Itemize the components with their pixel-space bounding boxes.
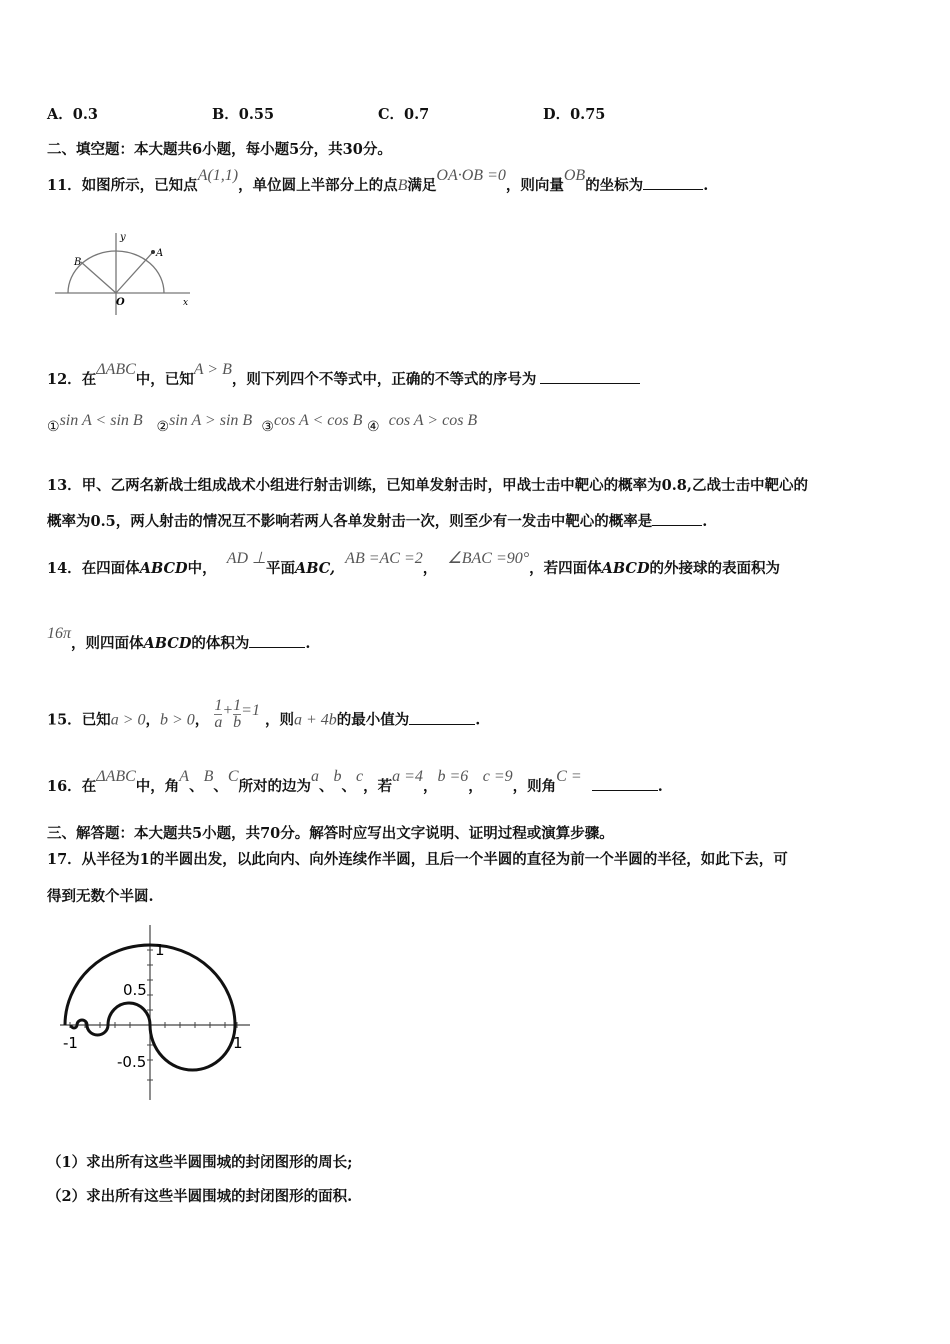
origin-label: O: [116, 297, 125, 308]
question-14: 14．在四面体ABCD中， AD ⊥平面ABC, AB =AC =2， ∠BAC =90°，若四面体ABCD的外接球的表面积为: [47, 550, 781, 577]
tick-label-y-1: 1: [155, 941, 165, 959]
answer-blank: [652, 513, 702, 526]
question-13-line-2: 概率为0.5，两人射击的情况互不影响若两人各单发射击一次，则至少有一发击中靶心的概率是 .: [47, 513, 708, 530]
option-b: B．0.55: [212, 106, 275, 123]
question-15: 15．已知a > 0，b > 0， $\frac{1}{a}$ + $\frac{1}{b}$ =1 ，则a + 4b的最小值为 .: [47, 697, 481, 731]
tick-label-x-minus-1: -1: [63, 1034, 78, 1052]
question-17-line-1: 17．从半径为1的半圆出发，以此向内、向外连续作半圆，且后一个半圆的直径为前一个半圆的半径，如此下去，可: [47, 851, 788, 868]
answer-blank: [592, 778, 658, 791]
section-2-heading: 二、填空题：本大题共6小题，每小题5分，共30分。: [47, 141, 392, 158]
question-17-part-1: （1）求出所有这些半圆围城的封闭图形的周长;: [47, 1154, 353, 1171]
tick-label-x-1: 1: [233, 1034, 243, 1052]
tick-label-y-minus-0.5: -0.5: [117, 1053, 147, 1071]
y-axis-label: y: [120, 232, 126, 243]
answer-blank: [643, 177, 703, 190]
x-axis-label: x: [183, 298, 189, 308]
option-a: A．0.3: [47, 106, 98, 123]
question-12: 12．在ΔABC中，已知A > B，则下列四个不等式中，正确的不等式的序号为: [47, 368, 640, 389]
question-13-line-1: 13．甲、乙两名新战士组成战术小组进行射击训练，已知单发射击时，甲战士击中靶心的概率为0.8,乙战士击中靶心的: [47, 477, 808, 494]
question-17-line-2: 得到无数个半圆.: [47, 888, 154, 905]
semicircle-spiral-figure: [55, 920, 255, 1105]
fraction-1-over-b: $\frac{1}{b}$: [233, 697, 242, 731]
question-16: 16．在ΔABC中，角A、B、C所对的边为a、b、c，若a =4，b =6，c =9，则角C = .: [47, 768, 663, 795]
unit-circle-figure: [50, 225, 200, 320]
section-3-heading: 三、解答题：本大题共5小题，共70分。解答时应写出文字说明、证明过程或演算步骤。: [47, 825, 614, 842]
answer-blank: [249, 635, 305, 648]
question-11: 11．如图所示，已知点A(1,1)，单位圆上半部分上的点B满足OA·OB =0，则向量OB的坐标为 .: [47, 167, 709, 194]
option-d: D．0.75: [543, 106, 606, 123]
point-b-label: B: [74, 257, 82, 268]
answer-blank: [409, 712, 475, 725]
question-17-part-2: （2）求出所有这些半圆围城的封闭图形的面积.: [47, 1188, 353, 1205]
point-a-label: A: [156, 248, 164, 259]
question-12-items: ①sin A < sin B ②sin A > sin B ③cos A < cos B ④ cos A > cos B: [47, 412, 478, 435]
answer-blank: [540, 371, 640, 384]
option-c: C．0.7: [378, 106, 430, 123]
fraction-1-over-a: $\frac{1}{a}$: [214, 697, 223, 731]
tick-label-y-0.5: 0.5: [123, 981, 147, 999]
question-14-cont: 16π，则四面体ABCD的体积为 .: [47, 625, 311, 652]
